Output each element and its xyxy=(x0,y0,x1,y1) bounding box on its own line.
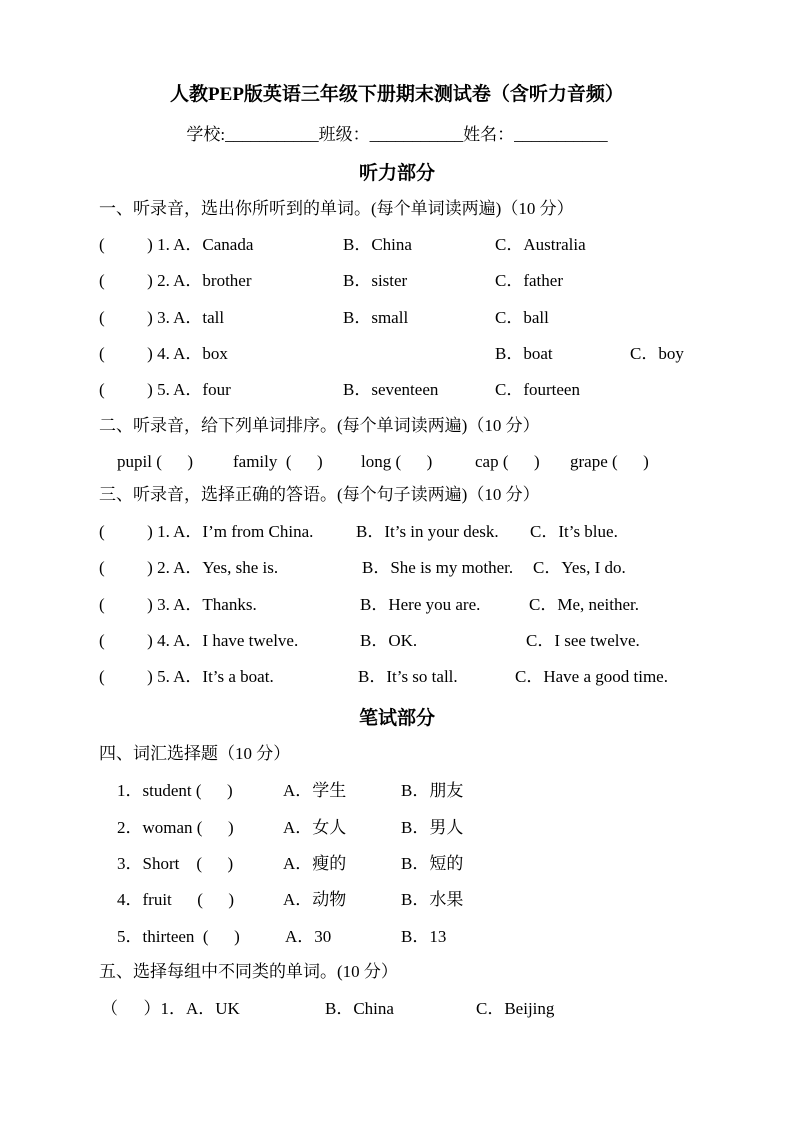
part3-q2-option-a: ( ) 2. A．Yes, she is. xyxy=(99,558,279,577)
part2-word-grape: grape ( ) xyxy=(570,452,649,471)
part1-q3-option-b: B．small xyxy=(343,308,409,327)
part1-q1-option-b: B．China xyxy=(343,235,412,254)
part4-q5-option-a: A．30 xyxy=(285,927,332,946)
part1-q4-option-a: ( ) 4. A．box xyxy=(99,344,228,363)
part1-q3-option-a: ( ) 3. A．tall xyxy=(99,308,225,327)
part3-q3-option-c: C．Me, neither. xyxy=(529,595,640,614)
part4-q3-word: 3．Short ( ) xyxy=(117,854,234,873)
part4-q3-option-b: B．短的 xyxy=(401,854,464,873)
part2-word-family: family ( ) xyxy=(233,452,323,471)
part2-word-pupil: pupil ( ) xyxy=(117,452,194,471)
part2-word-long: long ( ) xyxy=(361,452,433,471)
part3-q4-option-b: B．OK. xyxy=(360,631,418,650)
part4-heading: 四、词汇选择题（10 分） xyxy=(99,744,291,763)
part3-q1-option-b: B．It’s in your desk. xyxy=(356,522,499,541)
part1-q5-option-c: C．fourteen xyxy=(495,380,580,399)
part1-q2-option-c: C．father xyxy=(495,271,563,290)
part1-q2-option-a: ( ) 2. A．brother xyxy=(99,271,252,290)
part1-q3-option-c: C．ball xyxy=(495,308,549,327)
part4-q2-option-b: B．男人 xyxy=(401,818,464,837)
part5-heading: 五、选择每组中不同类的单词。(10 分） xyxy=(99,962,398,981)
part2-word-cap: cap ( ) xyxy=(475,452,540,471)
part1-q4-option-c: C．boy xyxy=(630,344,684,363)
part1-q5-option-a: ( ) 5. A．four xyxy=(99,380,231,399)
listening-section-title: 听力部分 xyxy=(358,163,435,184)
part4-q4-option-b: B．水果 xyxy=(401,890,464,909)
part4-q2-word: 2．woman ( ) xyxy=(117,818,234,837)
part3-q1-option-c: C．It’s blue. xyxy=(530,522,618,541)
part4-q1-option-a: A．学生 xyxy=(283,781,347,800)
writing-section-title: 笔试部分 xyxy=(358,708,435,729)
part3-heading: 三、听录音，选择正确的答语。(每个句子读两遍)（10 分） xyxy=(99,485,540,504)
part5-q1-option-b: B．China xyxy=(325,999,394,1018)
part3-q1-option-a: ( ) 1. A．I’m from China. xyxy=(99,522,314,541)
part2-heading: 二、听录音，给下列单词排序。(每个单词读两遍)（10 分） xyxy=(99,416,540,435)
part3-q2-option-c: C．Yes, I do. xyxy=(533,558,626,577)
part1-heading: 一、听录音，选出你所听到的单词。(每个单词读两遍)（10 分） xyxy=(99,199,574,218)
part3-q3-option-a: ( ) 3. A．Thanks. xyxy=(99,595,257,614)
part4-q1-option-b: B．朋友 xyxy=(401,781,464,800)
part4-q4-word: 4．fruit ( ) xyxy=(117,890,235,909)
part1-q4-option-b: B．boat xyxy=(495,344,553,363)
part1-q1-option-a: ( ) 1. A．Canada xyxy=(99,235,254,254)
student-info-line: 学校:___________班级：___________姓名：___________ xyxy=(186,125,608,144)
part5-q1-option-a: （ ）1．A．UK xyxy=(101,999,240,1018)
part1-q1-option-c: C．Australia xyxy=(495,235,586,254)
part1-q5-option-b: B．seventeen xyxy=(343,380,439,399)
part3-q5-option-b: B．It’s so tall. xyxy=(358,667,458,686)
part1-q2-option-b: B．sister xyxy=(343,271,408,290)
part3-q3-option-b: B．Here you are. xyxy=(360,595,481,614)
part4-q3-option-a: A．瘦的 xyxy=(283,854,347,873)
part4-q2-option-a: A．女人 xyxy=(283,818,347,837)
part3-q4-option-a: ( ) 4. A．I have twelve. xyxy=(99,631,299,650)
part4-q5-word: 5．thirteen ( ) xyxy=(117,927,240,946)
part5-q1-option-c: C．Beijing xyxy=(476,999,555,1018)
page-title: 人教PEP版英语三年级下册期末测试卷（含听力音频） xyxy=(170,84,624,105)
part4-q5-option-b: B．13 xyxy=(401,927,447,946)
part3-q2-option-b: B．She is my mother. xyxy=(362,558,514,577)
part4-q1-word: 1．student ( ) xyxy=(117,781,233,800)
part3-q5-option-c: C．Have a good time. xyxy=(515,667,668,686)
part3-q4-option-c: C．I see twelve. xyxy=(526,631,640,650)
part3-q5-option-a: ( ) 5. A．It’s a boat. xyxy=(99,667,274,686)
part4-q4-option-a: A．动物 xyxy=(283,890,347,909)
